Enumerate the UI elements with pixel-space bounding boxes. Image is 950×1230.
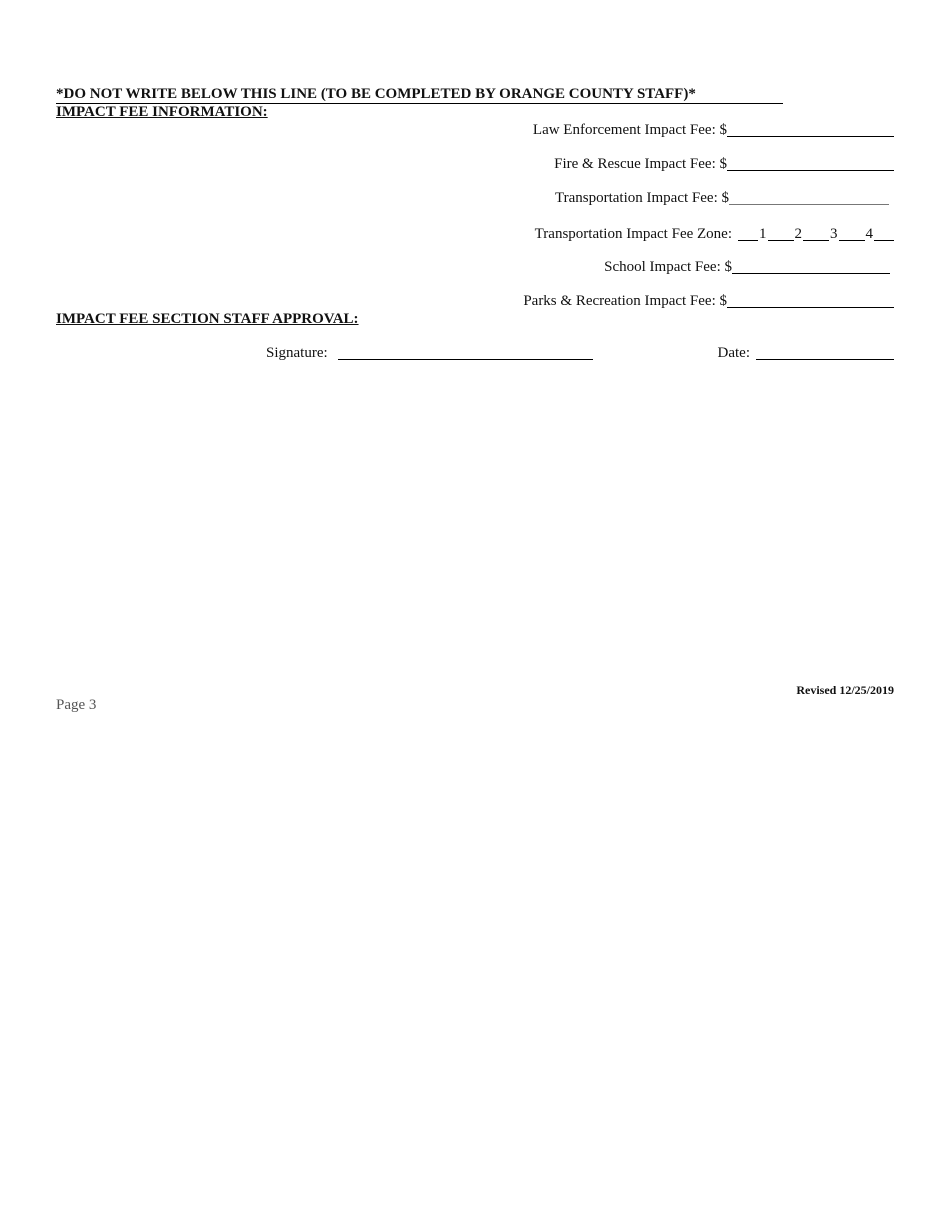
signature-label: Signature: xyxy=(266,345,328,361)
parks-recreation-fee-row xyxy=(523,292,894,310)
law-enforcement-fee-label: Law Enforcement Impact Fee: $ xyxy=(532,122,727,138)
parks-recreation-fee-label: Parks & Recreation Impact Fee: $ xyxy=(523,293,727,309)
school-fee-field[interactable] xyxy=(732,259,890,274)
zone-blank[interactable] xyxy=(738,226,758,241)
school-fee-row xyxy=(604,258,890,276)
date-label: Date: xyxy=(717,345,750,361)
zone-blank[interactable] xyxy=(839,226,865,241)
date-field[interactable] xyxy=(756,345,894,360)
zone-blank[interactable] xyxy=(803,226,829,241)
zone-option-1[interactable]: 1 xyxy=(759,226,767,242)
school-fee-label: School Impact Fee: $ xyxy=(604,259,732,275)
law-enforcement-fee-field[interactable] xyxy=(727,122,894,137)
fire-rescue-fee-label: Fire & Rescue Impact Fee: $ xyxy=(554,156,727,172)
revision-date: Revised 12/25/2019 xyxy=(796,683,894,697)
impact-fee-information-heading: IMPACT FEE INFORMATION: xyxy=(56,104,268,120)
page-number: Page 3 xyxy=(56,697,97,713)
zone-option-2[interactable]: 2 xyxy=(794,226,802,242)
transportation-fee-row xyxy=(555,189,889,207)
transportation-fee-field[interactable] xyxy=(729,190,889,205)
law-enforcement-fee-row xyxy=(533,121,894,139)
signature-row xyxy=(266,344,593,362)
parks-recreation-fee-field[interactable] xyxy=(727,293,894,308)
fire-rescue-fee-field[interactable] xyxy=(727,156,894,171)
zone-blank[interactable] xyxy=(874,226,894,241)
transportation-fee-label: Transportation Impact Fee: $ xyxy=(554,190,729,206)
zone-blank[interactable] xyxy=(768,226,794,241)
fire-rescue-fee-row xyxy=(554,155,894,173)
transportation-zone-label: Transportation Impact Fee Zone: xyxy=(534,226,732,242)
zone-option-4[interactable]: 4 xyxy=(865,226,873,242)
staff-approval-heading: IMPACT FEE SECTION STAFF APPROVAL: xyxy=(56,311,359,327)
zone-option-3[interactable]: 3 xyxy=(830,226,838,242)
signature-field[interactable] xyxy=(338,345,593,360)
transportation-zone-row xyxy=(535,225,894,243)
staff-only-notice: *DO NOT WRITE BELOW THIS LINE (TO BE COMPLETED BY ORANGE COUNTY STAFF)* xyxy=(56,85,783,104)
date-row xyxy=(718,344,894,362)
